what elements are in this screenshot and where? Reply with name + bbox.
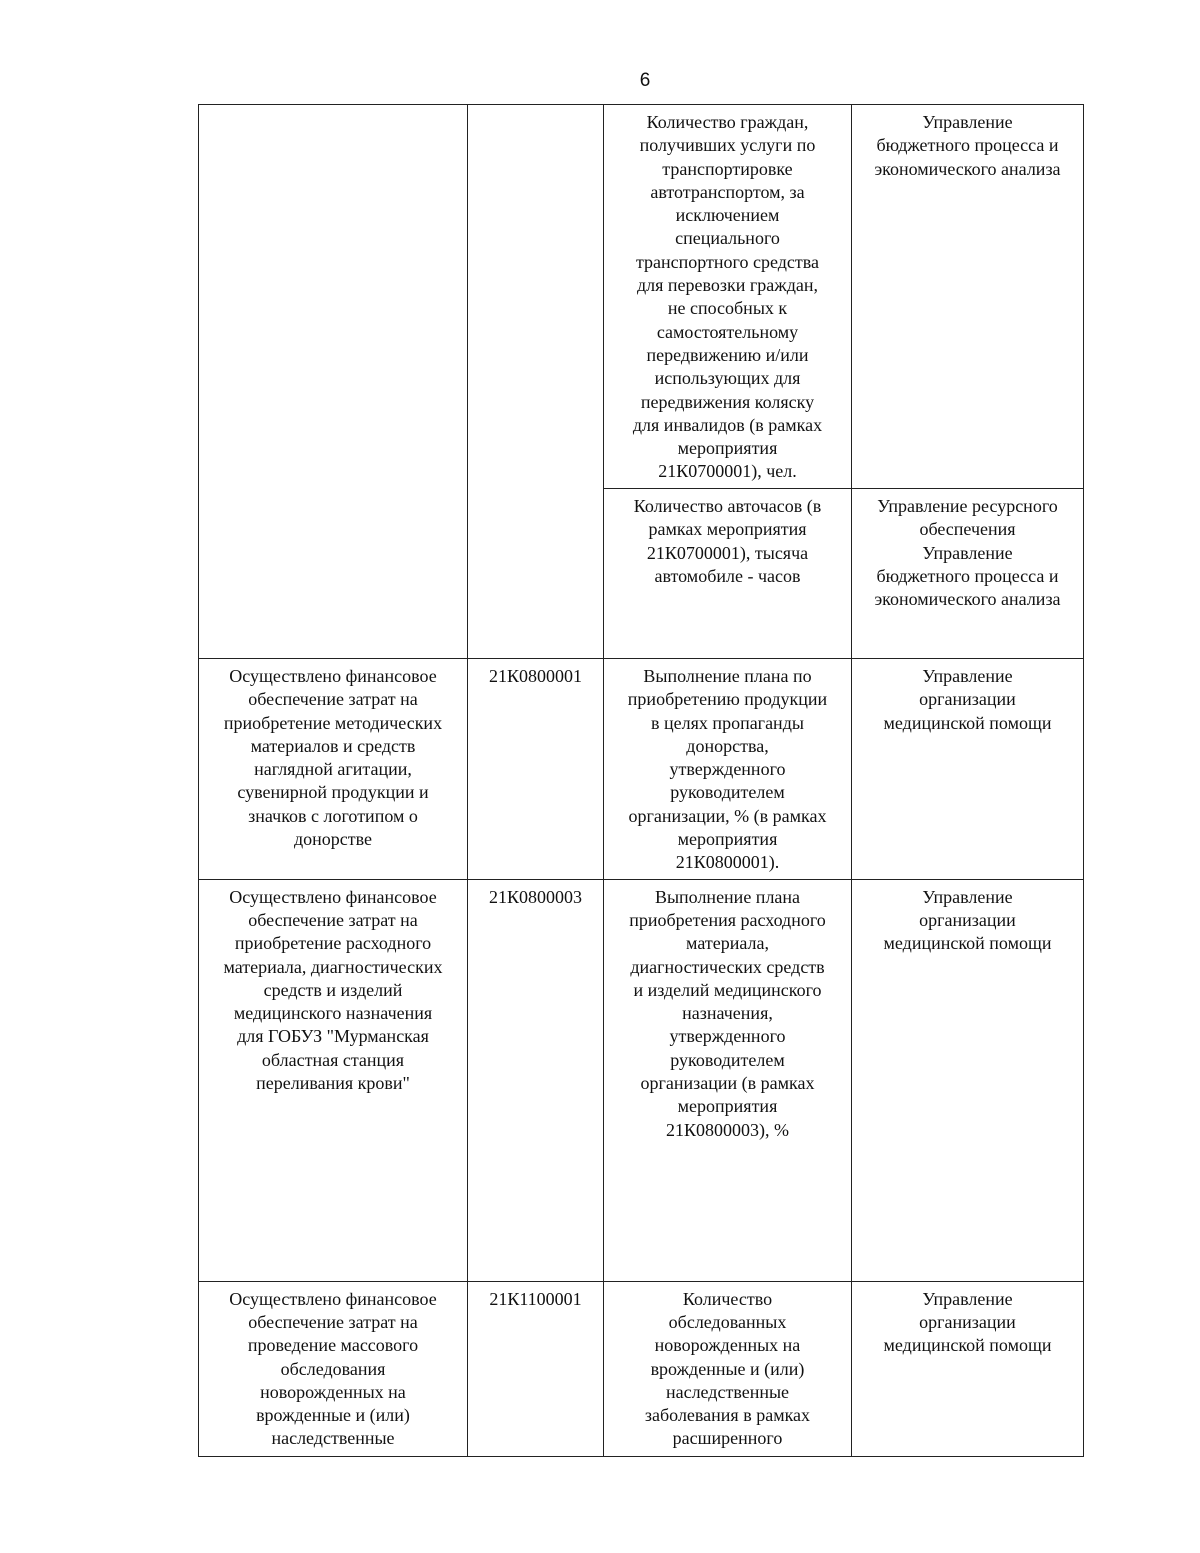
responsible-cell: Управление организации медицинской помощи	[852, 659, 1084, 880]
indicator-cell: Количество обследованных новорожденных на врожденные и (или) наследственные заболевания в рамках расширенного	[604, 1281, 852, 1456]
result-cell: Осуществлено финансовое обеспечение затрат на приобретение методических материалов и средств наглядной агитации, сувенирной продукции и значков с логотипом о донорстве	[199, 659, 468, 880]
code-cell	[468, 105, 604, 659]
responsible-cell: Управление бюджетного процесса и экономического анализа	[852, 105, 1084, 489]
page-number: 6	[639, 70, 651, 91]
code-cell: 21К0800001	[468, 659, 604, 880]
table-row	[199, 659, 1084, 880]
table-row	[199, 879, 1084, 1281]
indicator-cell: Количество граждан, получивших услуги по транспортировке автотранспортом, за исключением специального транспортного средства для перевозки граждан, не способных к самостоятельному передвижению и/или использующих для передвижения коляску для инвалидов (в рамках мероприятия 21К0700001), чел.	[604, 105, 852, 489]
result-cell: Осуществлено финансовое обеспечение затрат на проведение массового обследования новорожденных на врожденные и (или) наследственные	[199, 1281, 468, 1456]
measures-table	[198, 104, 1084, 1457]
indicator-cell: Выполнение плана приобретения расходного материала, диагностических средств и изделий медицинского назначения, утвержденного руководителем организации (в рамках мероприятия 21К0800003), %	[604, 879, 852, 1281]
responsible-cell: Управление организации медицинской помощи	[852, 1281, 1084, 1456]
responsible-cell: Управление организации медицинской помощи	[852, 879, 1084, 1281]
result-cell: Осуществлено финансовое обеспечение затрат на приобретение расходного материала, диагностических средств и изделий медицинского назначения для ГОБУЗ "Мурманская областная станция переливания крови"	[199, 879, 468, 1281]
code-cell: 21К0800003	[468, 879, 604, 1281]
indicator-cell: Выполнение плана по приобретению продукции в целях пропаганды донорства, утвержденного руководителем организации, % (в рамках мероприятия 21К0800001).	[604, 659, 852, 880]
table-row	[199, 1281, 1084, 1456]
table-row	[199, 105, 1084, 489]
responsible-cell: Управление ресурсного обеспечения Управление бюджетного процесса и экономического анализа	[852, 489, 1084, 659]
indicator-cell: Количество авточасов (в рамках мероприятия 21К0700001), тысяча автомобиле - часов	[604, 489, 852, 659]
code-cell: 21К1100001	[468, 1281, 604, 1456]
result-cell	[199, 105, 468, 659]
